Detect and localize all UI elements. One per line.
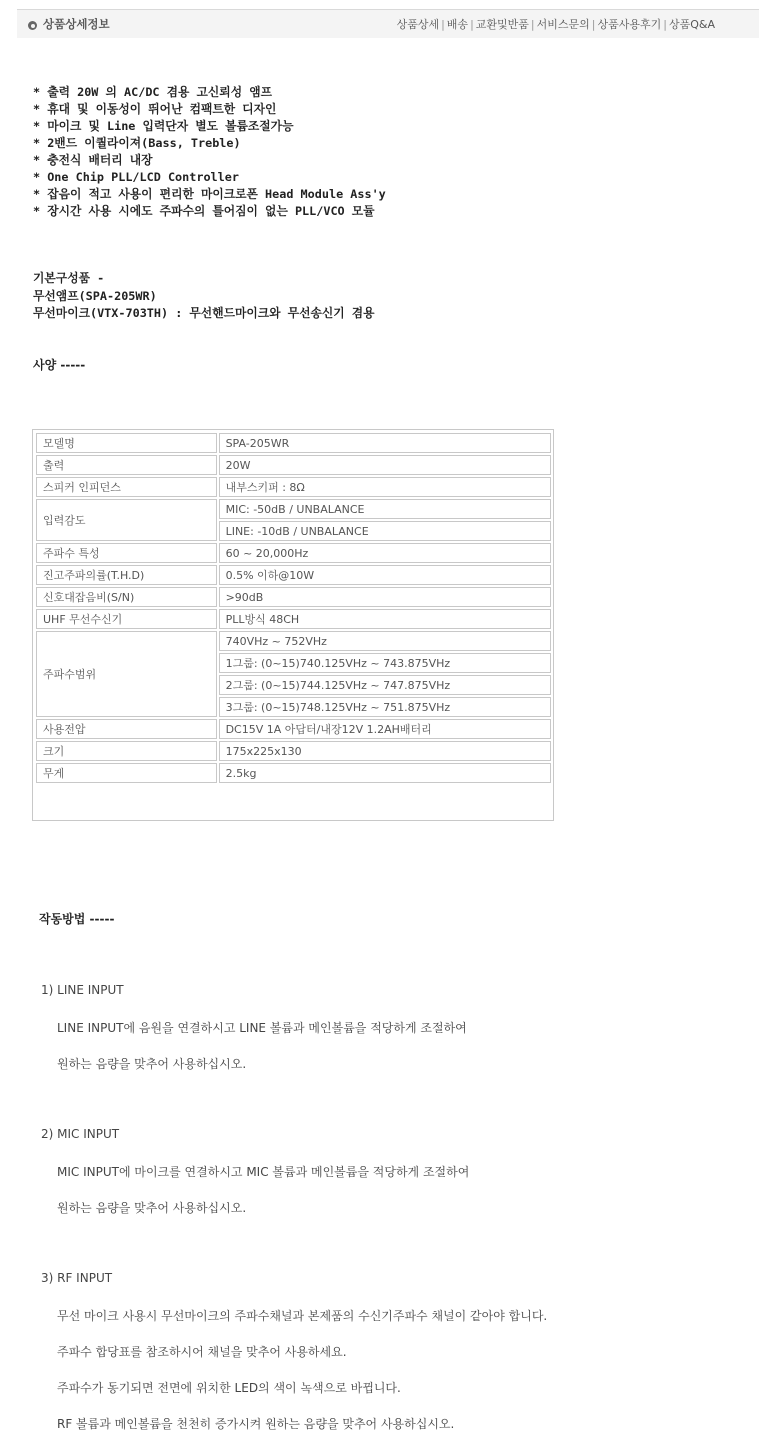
spec-value: SPA-205WR bbox=[219, 433, 551, 453]
feature-item: * 충전식 배터리 내장 bbox=[33, 153, 153, 167]
spec-key: 출력 bbox=[36, 455, 217, 475]
spec-key: 신호대잡음비(S/N) bbox=[36, 587, 217, 607]
operation-heading: 작동방법 ----- bbox=[39, 912, 115, 926]
spec-value: 740VHz ~ 752VHz bbox=[219, 631, 551, 651]
components-block bbox=[33, 270, 375, 323]
table-row bbox=[36, 499, 551, 519]
operation-line: 주파수가 동기되면 전면에 위치한 LED의 색이 녹색으로 바뀝니다. bbox=[57, 1381, 401, 1395]
tab-shipping[interactable]: 배송 bbox=[446, 18, 469, 31]
table-row bbox=[36, 609, 551, 629]
feature-item: * 잡음이 적고 사용이 편리한 마이크로폰 Head Module Ass'y bbox=[33, 187, 386, 201]
feature-list bbox=[33, 84, 386, 220]
table-row bbox=[36, 543, 551, 563]
operation-line: LINE INPUT에 음원을 연결하시고 LINE 볼륨과 메인볼륨을 적당하게 조절하여 bbox=[57, 1021, 467, 1035]
spec-value: 60 ~ 20,000Hz bbox=[219, 543, 551, 563]
spec-value: PLL방식 48CH bbox=[219, 609, 551, 629]
operation-section-title: 1) LINE INPUT bbox=[41, 983, 124, 997]
circle-bullet-icon bbox=[28, 21, 37, 30]
feature-item: * One Chip PLL/LCD Controller bbox=[33, 170, 239, 184]
table-row bbox=[36, 741, 551, 761]
tab-reviews[interactable]: 상품사용후기 bbox=[597, 18, 662, 31]
spec-value: 1그룹: (0~15)740.125VHz ~ 743.875VHz bbox=[219, 653, 551, 673]
spec-key: 스피커 인피던스 bbox=[36, 477, 217, 497]
operation-line: 주파수 합당표를 참조하시어 채널을 맞추어 사용하세요. bbox=[57, 1345, 347, 1359]
spec-table bbox=[32, 429, 554, 821]
section-title: 상품상세정보 bbox=[43, 17, 110, 31]
table-row bbox=[36, 433, 551, 453]
tab-service-inquiry[interactable]: 서비스문의 bbox=[536, 18, 590, 31]
components-heading: 기본구성품 - bbox=[33, 271, 105, 285]
feature-item: * 장시간 사용 시에도 주파수의 틀어짐이 없는 PLL/VCO 모듈 bbox=[33, 204, 375, 218]
operation-line: 원하는 음량을 맞추어 사용하십시오. bbox=[57, 1057, 247, 1071]
tab-product-detail[interactable]: 상품상세 bbox=[396, 18, 440, 31]
spec-value: 2그룹: (0~15)744.125VHz ~ 747.875VHz bbox=[219, 675, 551, 695]
spec-key: 크기 bbox=[36, 741, 217, 761]
feature-item: * 2밴드 이퀄라이져(Bass, Treble) bbox=[33, 136, 241, 150]
operation-section-title: 2) MIC INPUT bbox=[41, 1127, 120, 1141]
operation-section-title: 3) RF INPUT bbox=[41, 1271, 113, 1285]
spec-value: 175x225x130 bbox=[219, 741, 551, 761]
spec-key: 입력감도 bbox=[36, 499, 217, 541]
table-row bbox=[36, 631, 551, 651]
spec-value: LINE: -10dB / UNBALANCE bbox=[219, 521, 551, 541]
operation-line: 원하는 음량을 맞추어 사용하십시오. bbox=[57, 1201, 247, 1215]
table-row bbox=[36, 587, 551, 607]
spec-key: 진고주파의률(T.H.D) bbox=[36, 565, 217, 585]
spec-key: UHF 무선수신기 bbox=[36, 609, 217, 629]
component-item: 무선마이크(VTX-703TH) : 무선핸드마이크와 무선송신기 겸용 bbox=[33, 306, 375, 320]
spec-value: 내부스키퍼 : 8Ω bbox=[219, 477, 551, 497]
table-row bbox=[36, 565, 551, 585]
operation-line: MIC INPUT에 마이크를 연결하시고 MIC 볼륨과 메인볼륨을 적당하게 조절하여 bbox=[57, 1165, 470, 1179]
spec-key: 주파수 특성 bbox=[36, 543, 217, 563]
feature-item: * 마이크 및 Line 입력단자 별도 볼륨조절가능 bbox=[33, 119, 294, 133]
spec-heading: 사양 ----- bbox=[33, 358, 86, 372]
spec-value: 2.5kg bbox=[219, 763, 551, 783]
spec-value: >90dB bbox=[219, 587, 551, 607]
tab-exchange-return[interactable]: 교환및반품 bbox=[475, 18, 529, 31]
spec-value: MIC: -50dB / UNBALANCE bbox=[219, 499, 551, 519]
table-row bbox=[36, 719, 551, 739]
spec-key: 사용전압 bbox=[36, 719, 217, 739]
spec-key: 모델명 bbox=[36, 433, 217, 453]
detail-header-bar bbox=[17, 9, 759, 38]
operation-line: 무선 마이크 사용시 무선마이크의 주파수채널과 본제품의 수신기주파수 채널이 같아야 합니다. bbox=[57, 1309, 548, 1323]
table-row bbox=[36, 477, 551, 497]
feature-item: * 출력 20W 의 AC/DC 겸용 고신뢰성 앰프 bbox=[33, 85, 272, 99]
spec-value: 3그룹: (0~15)748.125VHz ~ 751.875VHz bbox=[219, 697, 551, 717]
tab-qna[interactable]: 상품Q&A bbox=[668, 18, 715, 31]
component-item: 무선앰프(SPA-205WR) bbox=[33, 288, 157, 303]
spec-value: 0.5% 이하@10W bbox=[219, 565, 551, 585]
spec-value: 20W bbox=[219, 455, 551, 475]
table-row bbox=[36, 455, 551, 475]
spec-key: 무게 bbox=[36, 763, 217, 783]
operation-line: RF 볼륨과 메인볼륨을 천천히 증가시켜 원하는 음량을 맞추어 사용하십시오. bbox=[57, 1417, 455, 1431]
spec-value: DC15V 1A 아답터/내장12V 1.2AH배터리 bbox=[219, 719, 551, 739]
feature-item: * 휴대 및 이동성이 뛰어난 컴팩트한 디자인 bbox=[33, 102, 277, 116]
detail-tabs: 상품상세 | 배송 | 교환및반품 | 서비스문의 | 상품사용후기 | 상품Q&A bbox=[396, 18, 715, 31]
spec-key: 주파수범위 bbox=[36, 631, 217, 717]
table-row bbox=[36, 763, 551, 783]
